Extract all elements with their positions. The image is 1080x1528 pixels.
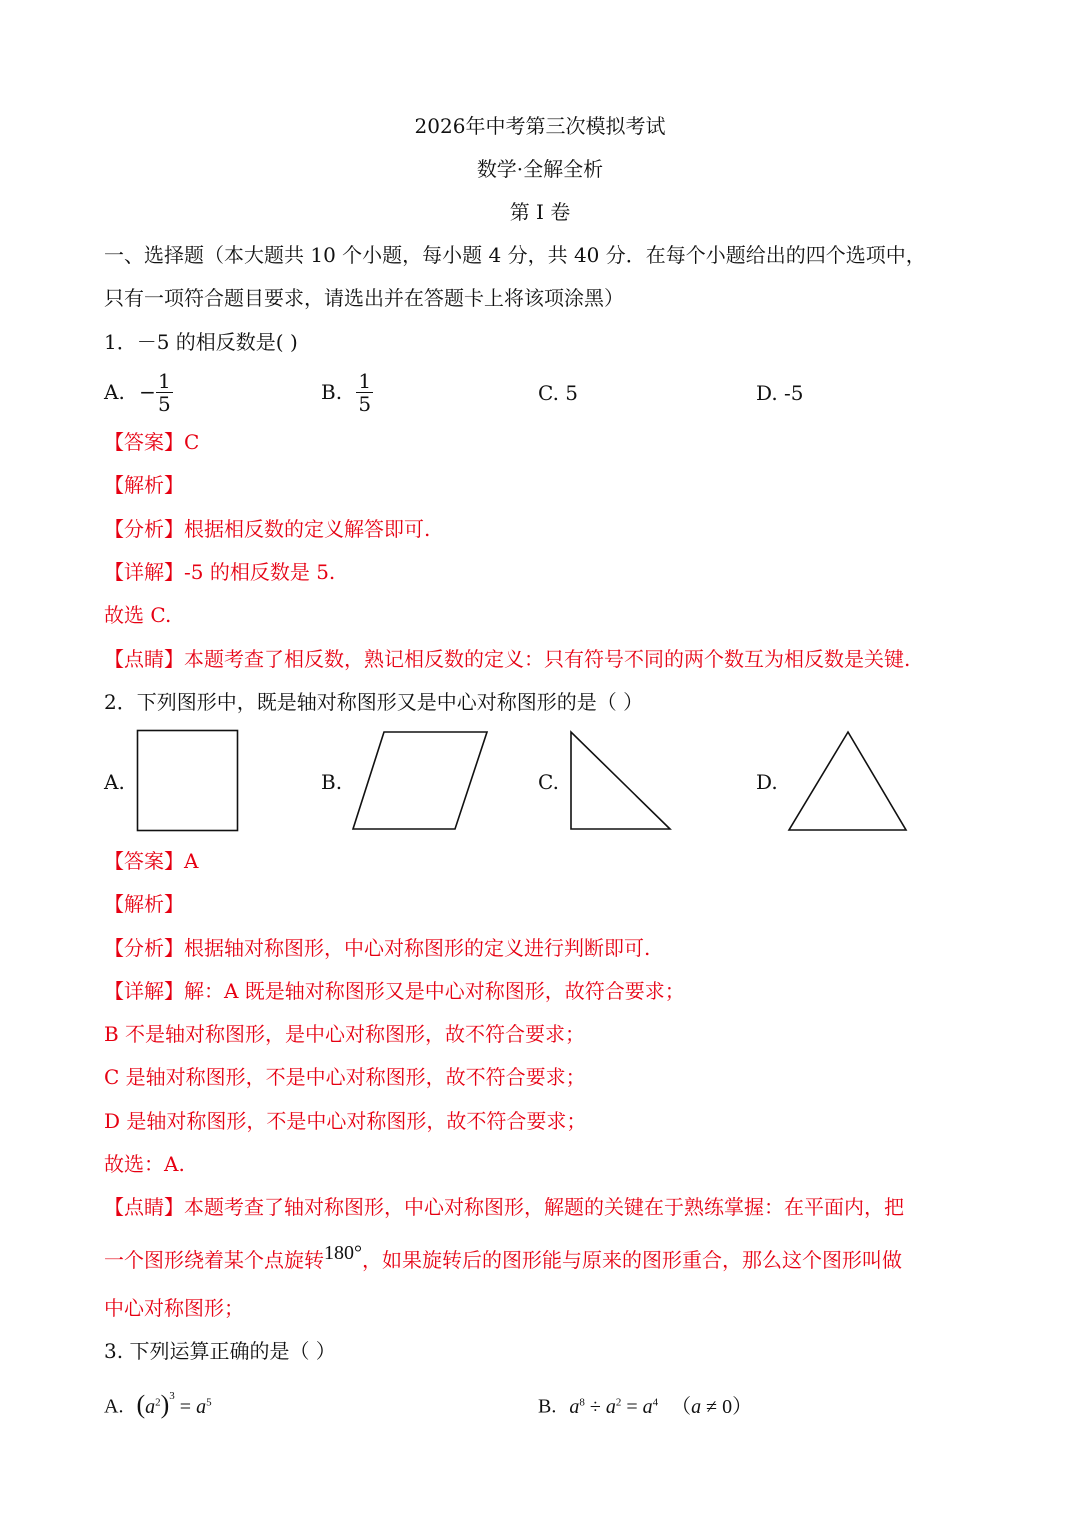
q2-dianjing-text2b: ，如果旋转后的图形能与原来的图形重合，那么这个图形叫做	[362, 1248, 902, 1272]
q2-line-c: C 是轴对称图形，不是中心对称图形，故不符合要求；	[104, 1065, 586, 1089]
q3-option-b-expression: $a^8 \div a^2 = a^4$	[569, 1395, 659, 1418]
q2-option-d-label: D.	[756, 770, 778, 794]
q2-fenxi	[104, 934, 650, 962]
q2-jiexi: 【解析】	[104, 892, 184, 916]
q2-answer-tag: 【答案】	[104, 849, 184, 873]
q2-xiangjie-tag: 【详解】	[104, 979, 184, 1003]
q1-option-b-denominator: 5	[358, 391, 372, 416]
q2-answer	[104, 847, 198, 875]
q2-xiangjie-text: 解：A 既是轴对称图形又是中心对称图形，故符合要求；	[184, 979, 685, 1003]
q2-option-a-label: A.	[104, 770, 125, 794]
q1-fenxi	[104, 515, 430, 543]
q3-option-a	[104, 1388, 212, 1421]
q3-stem: 3. 下列运算正确的是（ ）	[104, 1339, 336, 1363]
q3-option-b-label: B.	[538, 1395, 557, 1418]
q3-option-b	[538, 1388, 752, 1421]
q1-option-a-fraction	[156, 370, 173, 415]
q1-xiangjie	[104, 558, 335, 586]
q2-dianjing-line2	[104, 1242, 902, 1275]
q3-option-b-cond-open: （	[671, 1395, 692, 1418]
q1-guxuan: 故选 C.	[104, 603, 172, 627]
q2-line-d: D 是轴对称图形，不是中心对称图形，故不符合要求；	[104, 1109, 587, 1133]
volume-label: 第 I 卷	[509, 200, 571, 224]
q1-option-b-fraction	[356, 370, 373, 415]
q3-option-a-label: A.	[104, 1395, 124, 1418]
exam-subtitle: 数学·全解全析	[476, 157, 604, 181]
q1-option-b	[321, 366, 373, 418]
q1-fenxi-tag: 【分析】	[104, 517, 184, 541]
q3-option-a-expression: $(a^2)^3 = a^5$	[136, 1389, 212, 1419]
exam-title: 2026年中考第三次模拟考试	[414, 114, 666, 138]
q1-answer	[104, 428, 199, 456]
q1-option-a-denominator: 5	[157, 391, 171, 416]
square-figure	[136, 729, 240, 833]
q1-option-d: D. -5	[756, 381, 804, 405]
q1-dianjing-text: 本题考查了相反数，熟记相反数的定义：只有符号不同的两个数互为相反数是关键.	[184, 647, 911, 671]
q1-dianjing	[104, 645, 910, 673]
q3-option-b-cond-var: a	[691, 1395, 702, 1418]
q1-answer-tag: 【答案】	[104, 430, 184, 454]
q3-option-b-cond-close: ≠ 0）	[701, 1395, 753, 1418]
q1-option-a-label: A.	[104, 380, 125, 404]
q2-xiangjie	[104, 977, 685, 1005]
equilateral-triangle-figure	[786, 729, 910, 833]
q1-jiexi: 【解析】	[104, 473, 184, 497]
q2-guxuan: 故选：A.	[104, 1152, 185, 1176]
q1-xiangjie-tag: 【详解】	[104, 560, 184, 584]
q1-option-a	[104, 366, 173, 418]
q2-dianjing-line1	[104, 1193, 904, 1221]
q1-option-b-label: B.	[321, 380, 343, 404]
q2-option-c-label: C.	[538, 770, 559, 794]
right-triangle-figure	[568, 729, 674, 833]
q1-option-a-numerator: 1	[157, 368, 171, 393]
q1-fenxi-text: 根据相反数的定义解答即可.	[184, 517, 431, 541]
q2-line-b: B 不是轴对称图形，是中心对称图形，故不符合要求；	[104, 1022, 586, 1046]
parallelogram-figure	[350, 729, 490, 833]
q2-option-b-label: B.	[321, 770, 343, 794]
section-heading-line2: 只有一项符合题目要求，请选出并在答题卡上将该项涂黑）	[104, 286, 624, 310]
q1-option-a-sign: −	[139, 380, 156, 404]
q1-dianjing-tag: 【点睛】	[104, 647, 184, 671]
q2-dianjing-tag: 【点睛】	[104, 1195, 184, 1219]
q1-xiangjie-text: -5 的相反数是 5.	[184, 560, 336, 584]
q2-dianjing-line3: 中心对称图形；	[104, 1296, 244, 1320]
q1-option-c: C. 5	[538, 381, 579, 405]
section-heading-line1: 一、选择题（本大题共 10 个小题，每小题 4 分，共 40 分．在每个小题给出的四个选项中，	[104, 243, 926, 267]
q2-answer-value: A	[184, 849, 199, 873]
q1-answer-value: C	[184, 430, 200, 454]
q3-option-b-condition	[671, 1396, 752, 1418]
q2-fenxi-tag: 【分析】	[104, 936, 184, 960]
q2-fenxi-text: 根据轴对称图形，中心对称图形的定义进行判断即可.	[184, 936, 651, 960]
q2-dianjing-text2a: 一个图形绕着某个点旋转	[104, 1248, 324, 1272]
q1-option-b-numerator: 1	[358, 368, 372, 393]
q2-dianjing-text1: 本题考查了轴对称图形，中心对称图形，解题的关键在于熟练掌握：在平面内，把	[184, 1195, 904, 1219]
q2-dianjing-degree: 180°	[324, 1242, 362, 1264]
q1-stem: 1．－5 的相反数是( )	[104, 330, 298, 354]
q2-stem: 2．下列图形中，既是轴对称图形又是中心对称图形的是（ ）	[104, 690, 644, 714]
